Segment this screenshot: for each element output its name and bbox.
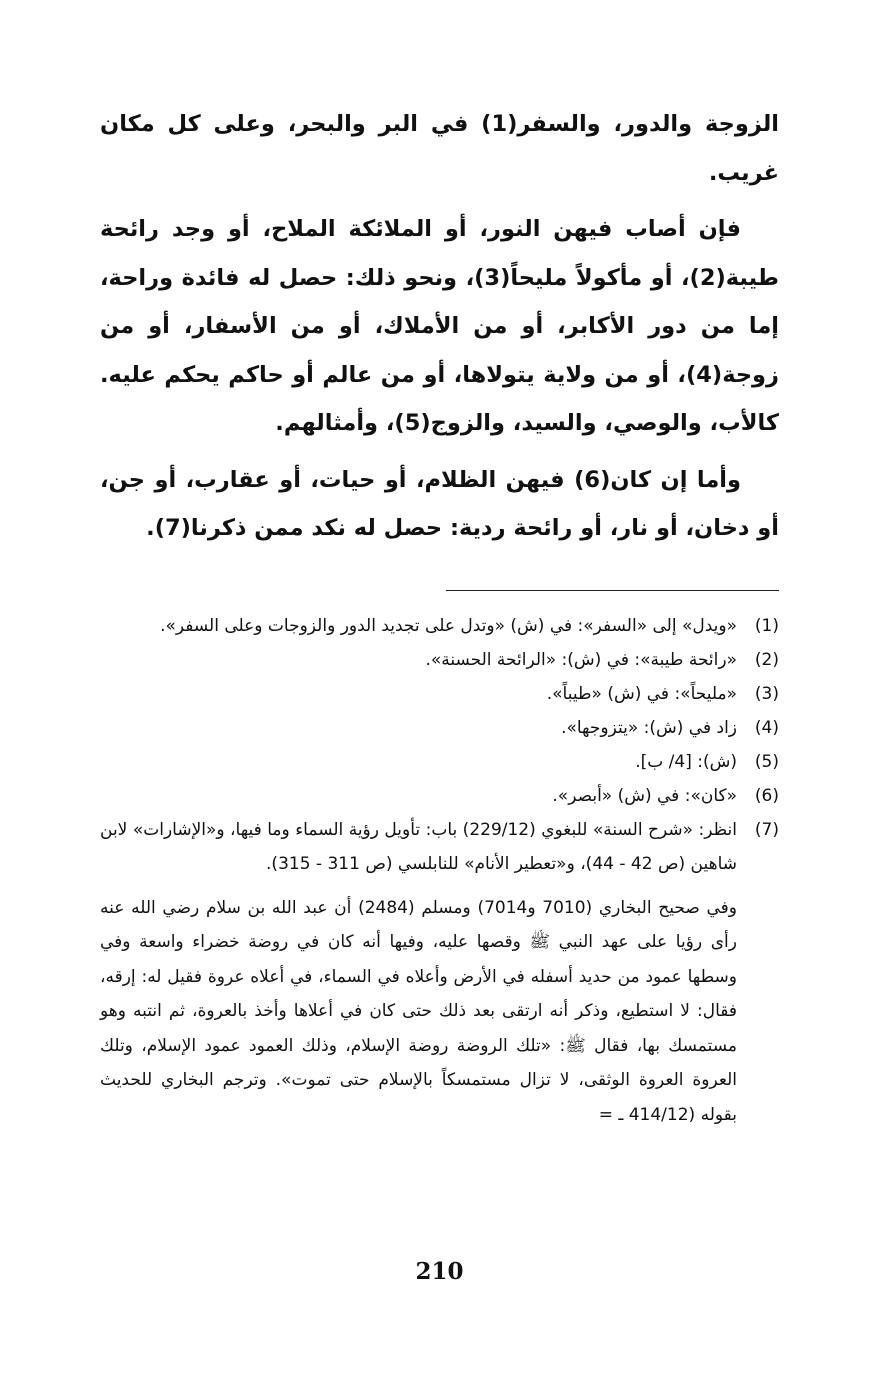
- footnote-item: [100, 677, 779, 711]
- main-text: [100, 100, 779, 553]
- footnote-item: [100, 745, 779, 779]
- footnote-number: (7): [754, 819, 779, 840]
- footnotes-list: [100, 609, 779, 881]
- footnote-number: (2): [754, 649, 779, 670]
- footnote-item: [100, 711, 779, 745]
- footnote-item: [100, 779, 779, 813]
- footnote-divider: [446, 590, 779, 591]
- footnote-number: (1): [754, 615, 779, 636]
- paragraph-2: فإن أصاب فيهن النور، أو الملائكة الملاح، أو وجد رائحة طيبة(2)، أو مأكولاً مليحاً(3)، ونحو ذلك: حصل له فائدة وراحة، إما من دور الأكابر، أو من الأملاك، أو من الأسفار، أو من زوجة(4)، أو من ولاية يتولاها، أو من عالم أو حاكم يحكم عليه. كالأب، والوصي، والسيد، والزوج(5)، وأمثالهم.: [100, 216, 779, 436]
- footnote-text: زاد في (ش): «يتزوجها».: [561, 717, 737, 738]
- footnote-text: انظر: «شرح السنة» للبغوي (229/12) باب: تأويل رؤية السماء وما فيها، و«الإشارات» لابن شاهين (ص 42 - 44)، و«تعطير الأنام» للنابلسي (ص 311 - 315).: [100, 819, 737, 874]
- footnote-item: [100, 813, 779, 881]
- footnote-number: (6): [754, 785, 779, 806]
- footnote-text: «ويدل» إلى «السفر»: في (ش) «وتدل على تجديد الدور والزوجات وعلى السفر».: [160, 615, 737, 636]
- commentary-paragraph: وفي صحيح البخاري (7010 و7014) ومسلم (2484) أن عبد الله بن سلام رضي الله عنه رأى رؤيا على عهد النبي ﷺ وقصها عليه، وفيها أنه كان في روضة خضراء واسعة وفي وسطها عمود من حديد أسفله في الأرض وأعلاه في السماء، في أعلاه عروة فقيل له: إرقه، فقال: لا استطيع، وذكر أنه ارتقى بعد ذلك حتى كان في أعلاها وأخذ بالعروة، ثم انتبه وهو مستمسك بها، فقال ﷺ: «تلك الروضة روضة الإسلام، وذلك العمود عمود الإسلام، وتلك العروة العروة الوثقى، لا تزال مستمسكاً بالإسلام حتى تموت». وترجم البخاري للحديث بقوله (414/12 ـ =: [100, 897, 737, 1125]
- footnote-number: (4): [754, 717, 779, 738]
- footnote-text: «مليحاً»: في (ش) «طيباً».: [546, 683, 737, 704]
- footnote-text: «كان»: في (ش) «أبصر».: [552, 785, 737, 806]
- footnote-number: (5): [754, 751, 779, 772]
- page-number: 210: [415, 1258, 464, 1285]
- footnote-item: [100, 609, 779, 643]
- paragraph-1: الزوجة والدور، والسفر(1) في البر والبحر، وعلى كل مكان غريب.: [100, 111, 779, 186]
- paragraph-3: وأما إن كان(6) فيهن الظلام، أو حيات، أو عقارب، أو جن، أو دخان، أو نار، أو رائحة ردية: حصل له نكد ممن ذكرنا(7).: [100, 466, 779, 541]
- footnote-text: (ش): [4/ ب].: [635, 751, 737, 772]
- footnote-item: [100, 643, 779, 677]
- footnote-number: (3): [754, 683, 779, 704]
- footnote-text: «رائحة طيبة»: في (ش): «الرائحة الحسنة».: [425, 649, 737, 670]
